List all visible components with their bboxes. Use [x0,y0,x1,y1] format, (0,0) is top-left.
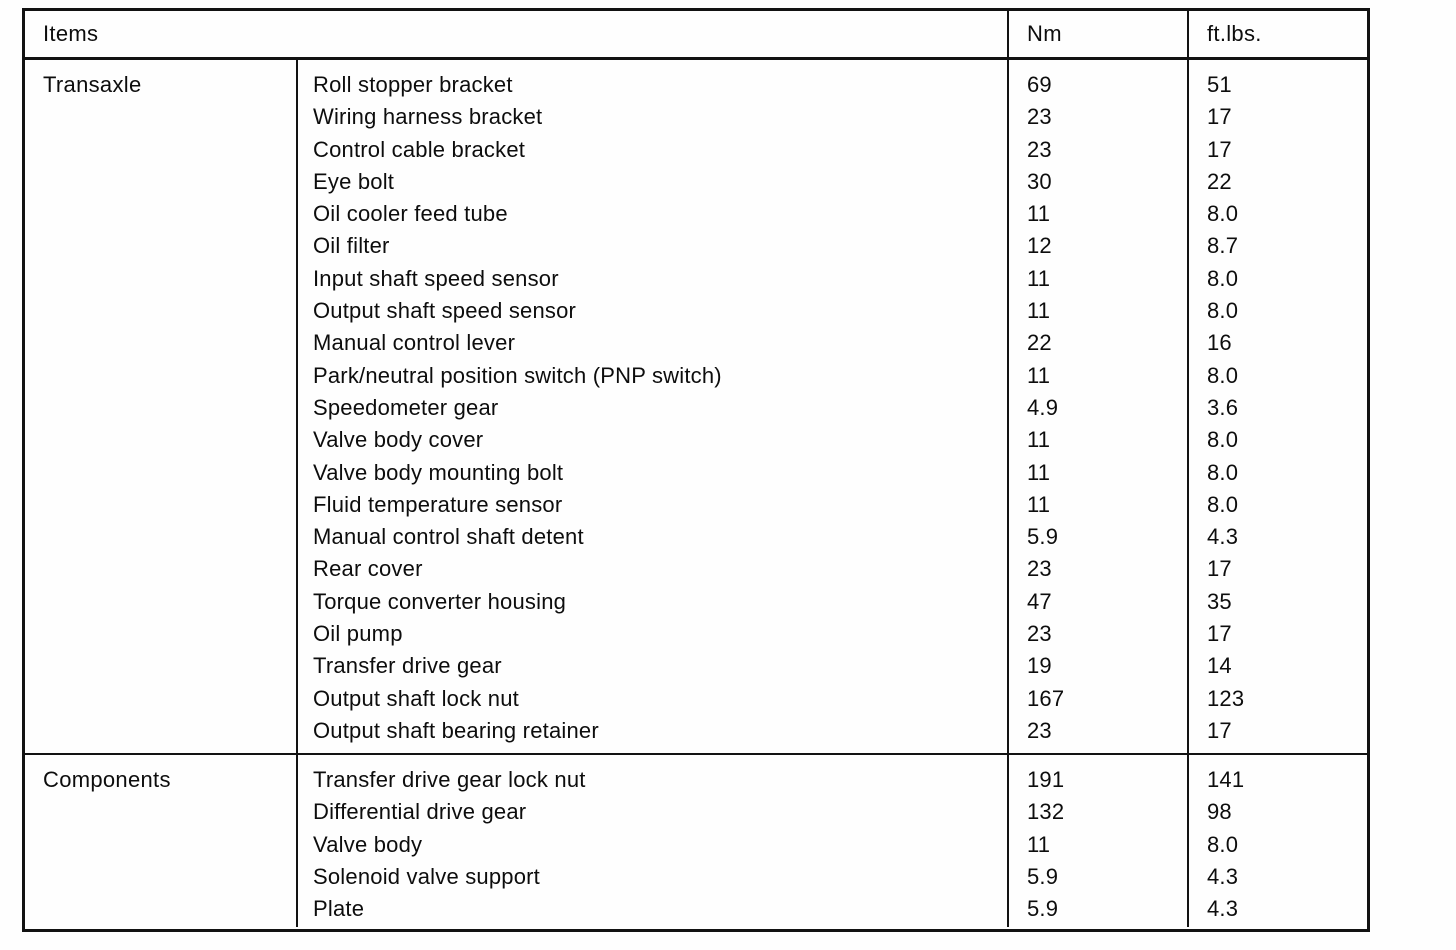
category-label: Transaxle [43,72,142,97]
nm-value: 11 [1027,427,1051,453]
nm-value: 11 [1027,459,1051,485]
item-name: Manual control shaft detent [313,524,584,550]
nm-value: 11 [1027,831,1051,857]
ftlbs-value: 17 [1207,556,1232,582]
ftlbs-value: 98 [1207,799,1232,825]
ftlbs-value: 123 [1207,685,1245,711]
item-name: Oil cooler feed tube [313,201,508,227]
ftlbs-value: 4.3 [1207,863,1239,889]
item-name: Valve body [313,831,423,857]
nm-value: 11 [1027,491,1051,517]
nm-value: 5.9 [1027,896,1059,922]
nm-value: 19 [1027,653,1052,679]
ftlbs-value: 35 [1207,588,1232,614]
item-column [296,755,1007,927]
nm-value: 191 [1027,767,1065,792]
ftlbs-value: 8.7 [1207,233,1239,259]
ftlbs-column [1187,60,1367,753]
ftlbs-value: 17 [1207,717,1232,743]
nm-value: 23 [1027,621,1052,647]
item-name: Output shaft lock nut [313,685,519,711]
item-name: Roll stopper bracket [313,72,513,97]
ftlbs-value: 22 [1207,168,1232,194]
ftlbs-value: 17 [1207,104,1232,130]
item-name: Solenoid valve support [313,863,540,889]
nm-value: 11 [1027,265,1051,291]
nm-value: 4.9 [1027,394,1059,420]
ftlbs-value: 8.0 [1207,491,1239,517]
table-header-row [25,11,1367,60]
nm-value: 11 [1027,362,1051,388]
ftlbs-column [1187,755,1367,927]
item-name: Wiring harness bracket [313,104,543,130]
item-name: Fluid temperature sensor [313,491,563,517]
nm-value: 23 [1027,717,1052,743]
ftlbs-value: 8.0 [1207,427,1239,453]
item-name: Rear cover [313,556,423,582]
nm-value: 11 [1027,201,1051,227]
item-name: Oil filter [313,233,390,259]
item-name: Output shaft bearing retainer [313,717,599,743]
nm-value: 5.9 [1027,524,1059,550]
torque-spec-table [22,8,1370,932]
header-nm: Nm [1007,11,1187,57]
nm-value: 167 [1027,685,1065,711]
category-cell [25,755,296,927]
nm-value: 12 [1027,233,1052,259]
item-name: Transfer drive gear [313,653,502,679]
nm-value: 22 [1027,330,1052,356]
item-name: Park/neutral position switch (PNP switch) [313,362,722,388]
ftlbs-value: 8.0 [1207,201,1239,227]
item-name: Oil pump [313,621,403,647]
item-name: Speedometer gear [313,394,499,420]
ftlbs-value: 8.0 [1207,459,1239,485]
ftlbs-value: 3.6 [1207,394,1239,420]
item-name: Torque converter housing [313,588,567,614]
nm-value: 23 [1027,104,1052,130]
nm-value: 11 [1027,298,1051,324]
nm-value: 23 [1027,556,1052,582]
item-name: Eye bolt [313,168,395,194]
section-transaxle [25,60,1367,753]
ftlbs-value: 51 [1207,72,1232,97]
category-cell [25,60,296,753]
ftlbs-value: 4.3 [1207,524,1239,550]
item-name: Control cable bracket [313,136,526,162]
ftlbs-value: 16 [1207,330,1232,356]
item-name: Transfer drive gear lock nut [313,767,586,792]
item-name: Manual control lever [313,330,516,356]
ftlbs-value: 4.3 [1207,896,1239,922]
ftlbs-value: 8.0 [1207,362,1239,388]
item-name: Valve body mounting bolt [313,459,564,485]
item-column [296,60,1007,753]
item-name: Output shaft speed sensor [313,298,577,324]
category-label: Components [43,767,171,792]
ftlbs-value: 17 [1207,621,1232,647]
header-ftlbs: ft.lbs. [1187,11,1367,57]
nm-column [1007,60,1187,753]
nm-column [1007,755,1187,927]
nm-value: 69 [1027,72,1052,97]
section-components [25,753,1367,927]
ftlbs-value: 8.0 [1207,831,1239,857]
nm-value: 30 [1027,168,1052,194]
ftlbs-value: 8.0 [1207,265,1239,291]
ftlbs-value: 141 [1207,767,1245,792]
item-name: Plate [313,896,365,922]
item-name: Valve body cover [313,427,484,453]
ftlbs-value: 8.0 [1207,298,1239,324]
nm-value: 132 [1027,799,1065,825]
item-name: Differential drive gear [313,799,527,825]
ftlbs-value: 14 [1207,653,1232,679]
nm-value: 23 [1027,136,1052,162]
ftlbs-value: 17 [1207,136,1232,162]
nm-value: 5.9 [1027,863,1059,889]
nm-value: 47 [1027,588,1052,614]
item-name: Input shaft speed sensor [313,265,559,291]
header-items: Items [43,21,99,46]
